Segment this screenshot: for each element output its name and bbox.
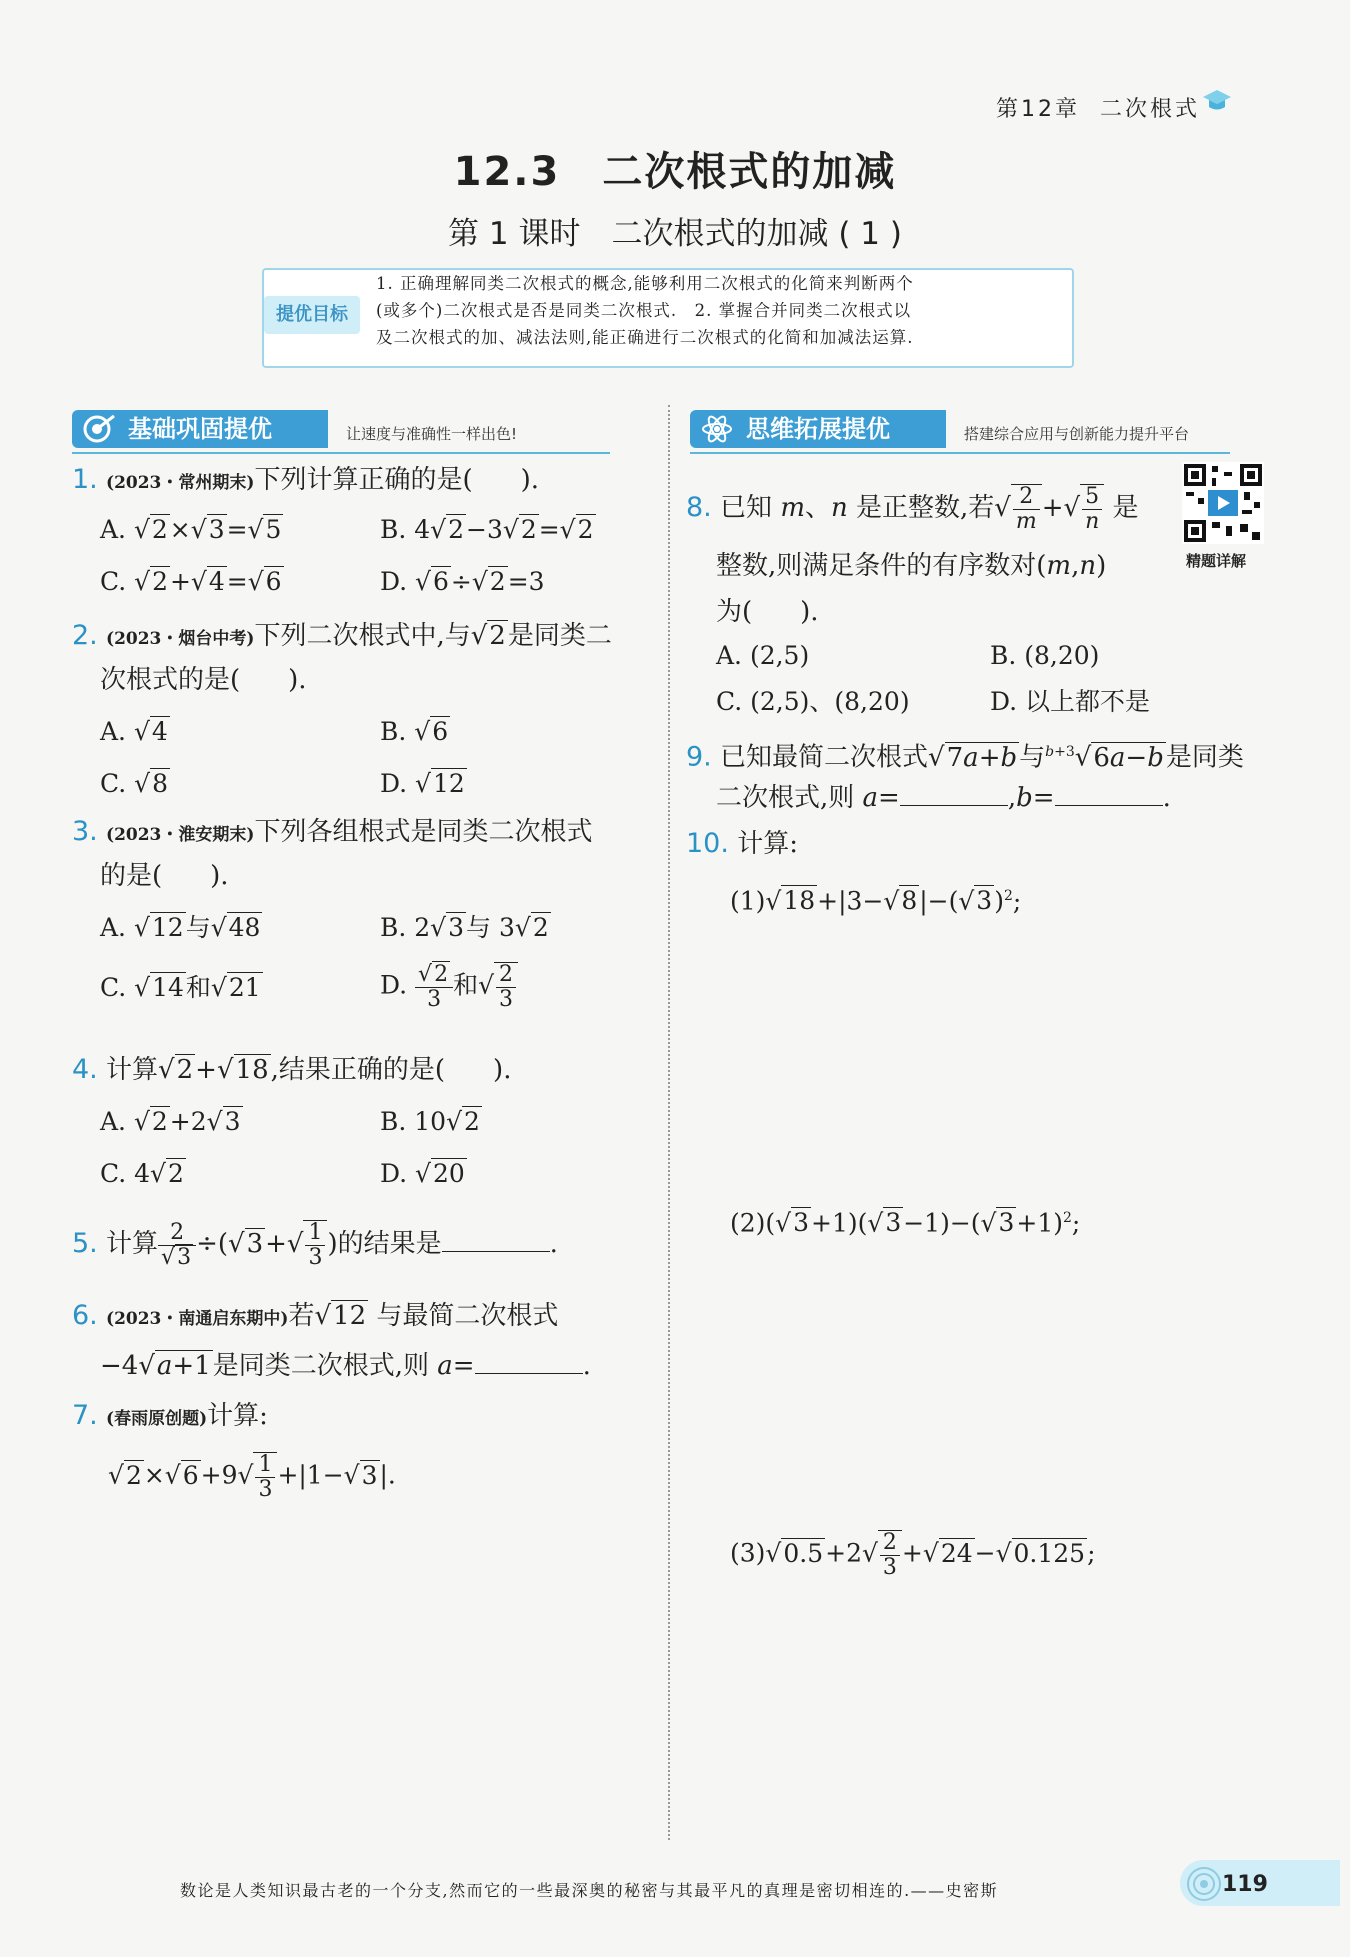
question-end: .	[582, 1351, 591, 1381]
right-section-header	[690, 410, 1230, 454]
question-7	[72, 1398, 268, 1437]
question-end: ).	[520, 465, 540, 495]
question-1	[72, 462, 539, 501]
question-end: ).	[288, 665, 307, 695]
q3-option-c: C. √14和√21	[100, 973, 261, 1002]
question-text: 二次根式,则	[716, 783, 855, 813]
question-end: .	[549, 1229, 558, 1259]
question-source: (2023・常州期末)	[106, 473, 255, 493]
question-text: 下列各组根式是同类二次根式	[254, 817, 593, 847]
question-3-cont	[100, 858, 229, 894]
q8-option-a: A. (2,5)	[716, 641, 810, 670]
graduation-cap-icon	[1202, 86, 1232, 116]
question-text: 若	[288, 1301, 315, 1331]
atom-icon	[700, 414, 734, 444]
question-text: 整数,则满足条件的有序数对(	[716, 551, 1047, 581]
part-label: (3)	[730, 1538, 766, 1568]
target-icon	[82, 414, 116, 444]
qr-label: 精题详解	[1186, 552, 1247, 570]
q8-option-b: B. (8,20)	[990, 641, 1100, 670]
question-text: 是正整数,若	[856, 493, 995, 523]
question-source: (春雨原创题)	[106, 1409, 208, 1429]
q8-option-c: C. (2,5)、(8,20)	[716, 687, 910, 716]
question-6-cont: −4√a+1是同类二次根式,则 a= .	[100, 1351, 591, 1381]
question-text: 已知最简二次根式	[720, 742, 929, 773]
question-number: 8.	[686, 492, 712, 523]
qr-code-icon[interactable]	[1182, 462, 1264, 544]
question-9: 9. 已知最简二次根式√7a+b与$^{b+3}$√6a−b是同类	[686, 741, 1244, 773]
q1-option-b: B. 4√2−3√2=√2	[380, 515, 594, 544]
question-8: 8. 已知 m、n 是正整数,若√ $\frac{2}{m}$ +√ $\frac{5}{n}$ 是	[686, 484, 1139, 534]
question-end: ).	[493, 1055, 512, 1085]
footer-quote: 数论是人类知识最古老的一个分支,然而它的一些最深奥的秘密与其最平凡的真理是密切相连的.——史密斯	[180, 1881, 999, 1900]
question-number: 9.	[686, 741, 712, 773]
right-section-title	[690, 410, 946, 448]
goal-line: 及二次根式的加、减法法则,能正确进行二次根式的化简和加减法运算.	[376, 328, 914, 347]
question-text: 是同类	[1165, 742, 1244, 773]
answer-blank[interactable]	[442, 1227, 550, 1252]
question-10	[686, 826, 798, 862]
q3-option-d: D. $\frac{√2}{3}$ 和√ $\frac{2}{3}$	[380, 962, 518, 1012]
chapter-header	[996, 92, 1200, 123]
q2-option-c: C. √8	[100, 769, 168, 798]
question-text: )	[1096, 551, 1107, 581]
question-source: (2023・淮安期末)	[106, 825, 255, 845]
question-8-cont: 整数,则满足条件的有序数对(m,n)	[716, 551, 1107, 581]
chapter-title: 二次根式	[1099, 97, 1200, 122]
q4-option-c: C. 4√2	[100, 1159, 184, 1188]
question-number: 2.	[72, 620, 98, 651]
question-text: 计算:	[207, 1401, 268, 1431]
question-2: 2. (2023・烟台中考)下列二次根式中,与√2是同类二	[72, 620, 612, 651]
answer-blank-a[interactable]	[900, 781, 1008, 806]
qr-code[interactable]	[1182, 462, 1264, 544]
lesson-subtitle: 第 1 课时 二次根式的加减 ( 1 )	[448, 216, 902, 252]
question-8-cont2	[716, 594, 819, 630]
column-divider	[668, 405, 670, 1840]
question-end: ).	[800, 597, 819, 627]
q3-option-a: A. √12与√48	[100, 913, 261, 942]
question-text: 计算	[106, 1055, 159, 1085]
goal-line: (或多个)二次根式是否是同类二次根式. 2. 掌握合并同类二次根式以	[376, 301, 912, 320]
question-text: 与最简二次根式	[376, 1301, 559, 1331]
question-number: 6.	[72, 1300, 98, 1331]
q10-part-3: (3)√0.5+2√ $\frac{2}{3}$ +√24−√0.125;	[730, 1530, 1096, 1580]
question-text: 已知	[720, 493, 773, 523]
page-number: 119	[1222, 1872, 1268, 1897]
question-text: 为(	[716, 597, 753, 627]
q4-option-b: B. 10√2	[380, 1107, 480, 1136]
question-text: 计算	[106, 1229, 159, 1259]
question-4: 4. 计算√2+√18,结果正确的是( ).	[72, 1054, 512, 1085]
q10-part-1: $(1)√18+|3-√8|-(√3)^2$;	[730, 886, 1022, 916]
question-number: 3.	[72, 816, 98, 847]
chapter-number: 第12章	[995, 97, 1080, 122]
q10-part-2: $(2)(√3+1)(√3-1)-(√3+1)^2$;	[730, 1208, 1081, 1238]
question-text: 与	[1019, 742, 1046, 773]
question-number: 10.	[686, 828, 729, 859]
page-title: 12.3 二次根式的加减	[453, 149, 897, 195]
q2-option-d: D. √12	[380, 769, 465, 798]
question-number: 7.	[72, 1400, 98, 1431]
question-6: 6. (2023・南通启东期中)若√12 与最简二次根式	[72, 1300, 559, 1331]
q7-expression: √2×√6+9√ $\frac{1}{3}$ +|1−√3|.	[108, 1452, 396, 1502]
question-text: 是同类二	[507, 621, 612, 651]
question-text: ,结果正确的是(	[270, 1055, 446, 1085]
question-text: 的结果是	[337, 1229, 442, 1259]
right-section-underline	[690, 452, 1230, 454]
question-source: (2023・烟台中考)	[106, 629, 255, 649]
right-section-label: 思维拓展提优	[746, 415, 890, 443]
answer-blank[interactable]	[475, 1349, 583, 1374]
question-source: (2023・南通启东期中)	[106, 1309, 289, 1329]
left-section-tagline: 让速度与准确性一样出色!	[346, 425, 518, 443]
separator: ,	[1007, 783, 1017, 813]
q1-option-c: C. √2+√4=√6	[100, 567, 282, 596]
question-text: 是	[1112, 493, 1139, 523]
question-9-cont: 二次根式,则 a= ,b= .	[716, 783, 1171, 813]
q3-option-b: B. 2√3与 3√2	[380, 913, 549, 942]
part-label: (2)	[730, 1208, 766, 1238]
question-number: 1.	[72, 464, 98, 495]
q1-option-a: A. √2×√3=√5	[100, 515, 282, 544]
goal-text	[376, 270, 1056, 351]
question-text: 是同类二次根式,则	[212, 1351, 430, 1381]
left-section-label: 基础巩固提优	[128, 415, 272, 443]
question-text: 的是(	[100, 861, 163, 891]
left-section-title	[72, 410, 328, 448]
question-number: 4.	[72, 1054, 98, 1085]
q8-option-d: D. 以上都不是	[990, 687, 1151, 716]
question-5: 5. 计算 $\frac{2}{√3}$ ÷(√3+√ $\frac{1}{3}$ )的结果是 .	[72, 1219, 558, 1270]
question-text: 下列二次根式中,与	[254, 621, 471, 651]
part-label: (1)	[730, 886, 766, 916]
q4-option-a: A. √2+2√3	[100, 1107, 241, 1136]
q4-option-d: D. √20	[380, 1159, 465, 1188]
question-number: 5.	[72, 1228, 98, 1259]
spiral-icon	[1184, 1864, 1224, 1904]
q2-option-a: A. √4	[100, 717, 168, 746]
question-end: ).	[210, 861, 229, 891]
answer-blank-b[interactable]	[1055, 781, 1163, 806]
question-text: 下列计算正确的是(	[254, 465, 473, 495]
q1-option-d: D. √6÷√2=3	[380, 567, 545, 596]
left-section-header	[72, 410, 610, 454]
goal-line: 1. 正确理解同类二次根式的概念,能够利用二次根式的化简来判断两个	[376, 274, 914, 293]
right-section-tagline: 搭建综合应用与创新能力提升平台	[964, 425, 1190, 443]
question-text: 计算:	[737, 829, 798, 859]
goal-tag: 提优目标	[264, 296, 360, 334]
question-2-cont	[100, 662, 307, 698]
question-text: 次根式的是(	[100, 665, 241, 695]
q2-option-b: B. √6	[380, 717, 449, 746]
left-section-underline	[72, 452, 610, 454]
question-3	[72, 814, 592, 853]
